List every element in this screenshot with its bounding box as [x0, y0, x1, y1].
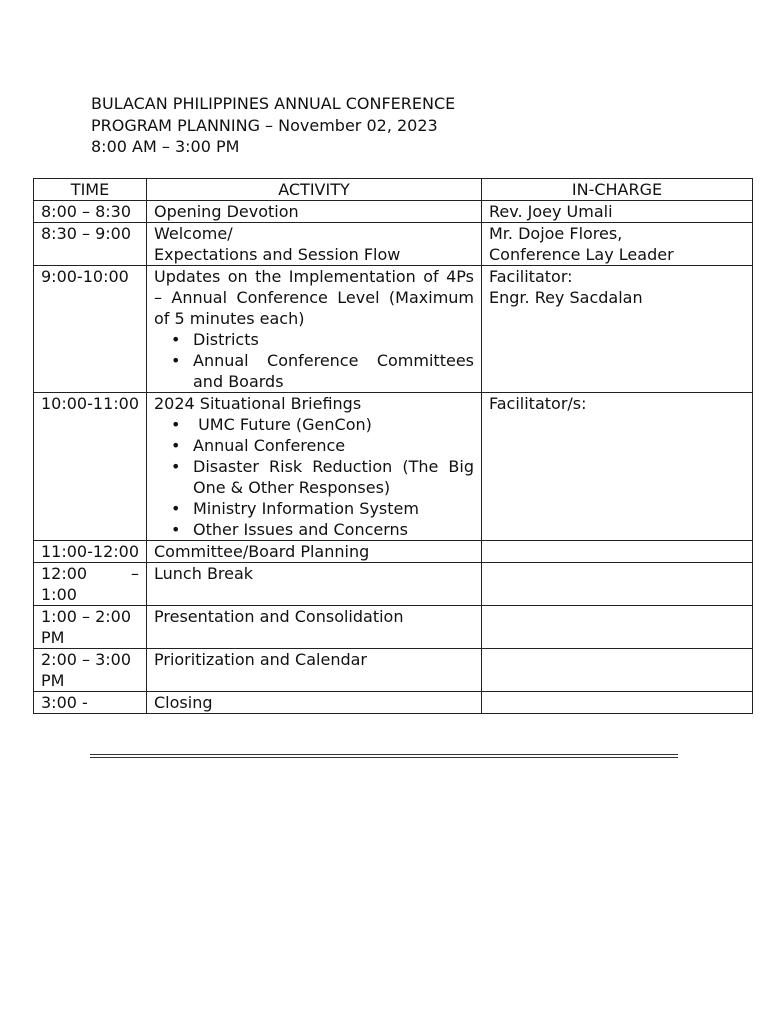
in-charge-cell — [482, 563, 753, 606]
activity-cell: Opening Devotion — [147, 201, 482, 223]
activity-bullet-list — [154, 329, 474, 392]
table-row — [34, 266, 753, 393]
table-row — [34, 606, 753, 649]
in-charge-line: Conference Lay Leader — [489, 245, 674, 264]
in-charge-cell — [482, 541, 753, 563]
in-charge-cell — [482, 692, 753, 714]
list-item: • Other Issues and Concerns — [193, 519, 474, 540]
table-row — [34, 649, 753, 692]
time-cell: 1:00 – 2:00 PM — [34, 606, 147, 649]
activity-cell: Closing — [147, 692, 482, 714]
table-row — [34, 692, 753, 714]
program-table — [33, 178, 753, 714]
in-charge-cell: Facilitator/s: — [482, 393, 753, 541]
in-charge-line: Facilitator: — [489, 267, 573, 286]
time-cell: 8:30 – 9:00 — [34, 223, 147, 266]
table-header-row — [34, 179, 753, 201]
column-header-in-charge: IN-CHARGE — [482, 179, 753, 201]
activity-cell — [147, 223, 482, 266]
activity-title: Updates on the Implementation of 4Ps – Annual Conference Level (Maximum of 5 minutes each) — [154, 267, 474, 328]
time-cell: 9:00-10:00 — [34, 266, 147, 393]
program-time-range: 8:00 AM – 3:00 PM — [91, 137, 240, 156]
in-charge-cell — [482, 223, 753, 266]
table-row — [34, 223, 753, 266]
list-item: • UMC Future (GenCon) — [193, 414, 474, 435]
activity-line: Welcome/ — [154, 224, 233, 243]
time-cell: 3:00 - — [34, 692, 147, 714]
document-header — [91, 93, 455, 158]
table-row — [34, 201, 753, 223]
in-charge-cell — [482, 649, 753, 692]
activity-cell — [147, 266, 482, 393]
activity-cell — [147, 393, 482, 541]
activity-cell: Committee/Board Planning — [147, 541, 482, 563]
double-rule-divider — [90, 754, 678, 758]
column-header-activity: ACTIVITY — [147, 179, 482, 201]
in-charge-cell: Rev. Joey Umali — [482, 201, 753, 223]
activity-line: Expectations and Session Flow — [154, 245, 401, 264]
list-item: • Ministry Information System — [193, 498, 474, 519]
activity-cell: Lunch Break — [147, 563, 482, 606]
table-row — [34, 563, 753, 606]
time-cell: 12:00 – 1:00 — [34, 563, 147, 606]
activity-title: 2024 Situational Briefings — [154, 394, 362, 413]
in-charge-line: Engr. Rey Sacdalan — [489, 288, 643, 307]
column-header-time: TIME — [34, 179, 147, 201]
activity-cell: Prioritization and Calendar — [147, 649, 482, 692]
conference-title: BULACAN PHILIPPINES ANNUAL CONFERENCE — [91, 94, 456, 113]
in-charge-cell — [482, 606, 753, 649]
time-cell: 8:00 – 8:30 — [34, 201, 147, 223]
list-item: • Disaster Risk Reduction (The Big One & Other Responses) — [193, 456, 474, 498]
activity-bullet-list — [154, 414, 474, 540]
list-item: • Districts — [193, 329, 474, 350]
activity-cell: Presentation and Consolidation — [147, 606, 482, 649]
time-cell: 11:00-12:00 — [34, 541, 147, 563]
table-row — [34, 393, 753, 541]
time-cell: 2:00 – 3:00 PM — [34, 649, 147, 692]
list-item: • Annual Conference Committees and Boards — [193, 350, 474, 392]
list-item: • Annual Conference — [193, 435, 474, 456]
time-cell: 10:00-11:00 — [34, 393, 147, 541]
table-row — [34, 541, 753, 563]
in-charge-cell — [482, 266, 753, 393]
program-title-date: PROGRAM PLANNING – November 02, 2023 — [91, 115, 438, 135]
in-charge-line: Mr. Dojoe Flores, — [489, 224, 623, 243]
